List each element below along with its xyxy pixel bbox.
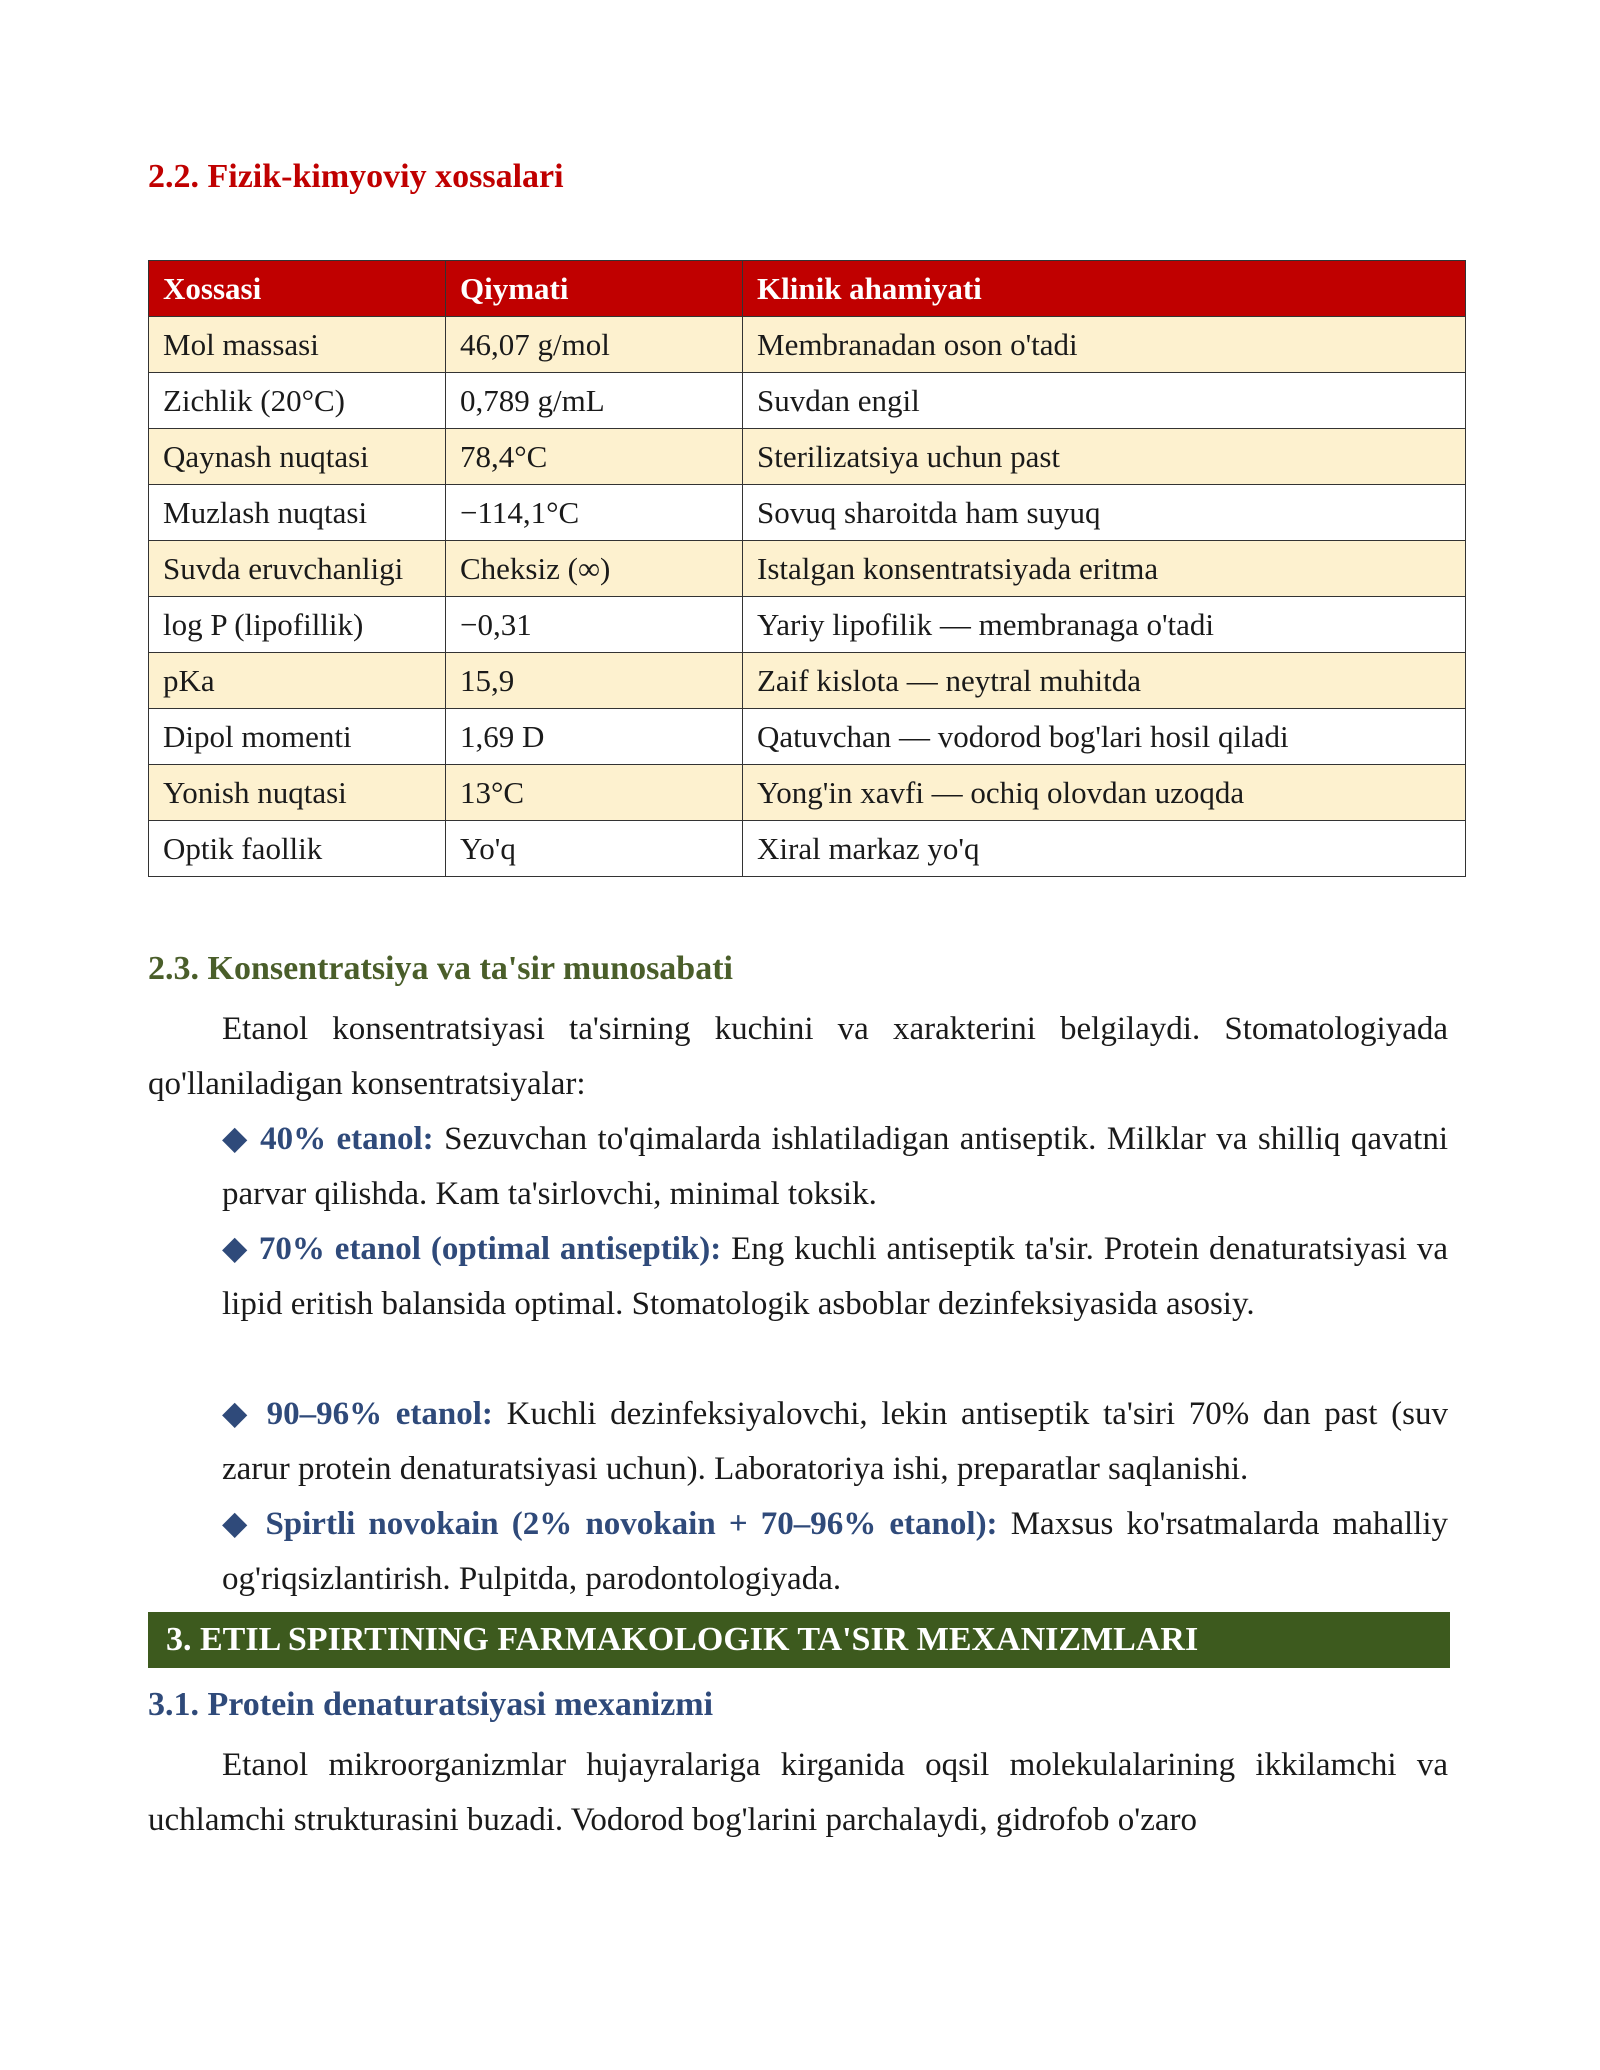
properties-table bbox=[148, 260, 1466, 877]
table-row bbox=[149, 541, 1466, 597]
chapter-3-banner: 3. ETIL SPIRTINING FARMAKOLOGIK TA'SIR MEXANIZMLARI bbox=[148, 1612, 1450, 1668]
table-cell: 13°C bbox=[446, 765, 743, 821]
table-row bbox=[149, 429, 1466, 485]
bullet-item bbox=[222, 1222, 1448, 1332]
table-cell: Muzlash nuqtasi bbox=[149, 485, 446, 541]
table-cell: Qatuvchan — vodorod bog'lari hosil qiladi bbox=[743, 709, 1466, 765]
table-cell: Mol massasi bbox=[149, 317, 446, 373]
table-header-cell: Qiymati bbox=[446, 261, 743, 317]
table-row bbox=[149, 709, 1466, 765]
bullet-text: Maxsus ko'rsatmalarda mahalliy og'riqsizlantirish. Pulpitda, parodontologiyada. bbox=[222, 1506, 1449, 1597]
bullet-label: Spirtli novokain (2% novokain + 70–96% etanol): bbox=[265, 1506, 998, 1542]
table-cell: −114,1°C bbox=[446, 485, 743, 541]
table-cell: 0,789 g/mL bbox=[446, 373, 743, 429]
table-row bbox=[149, 653, 1466, 709]
table-cell: 15,9 bbox=[446, 653, 743, 709]
table-cell: Dipol momenti bbox=[149, 709, 446, 765]
bullet-text: Kuchli dezinfeksiyalovchi, lekin antiseptik ta'siri 70% dan past (suv zarur protein denaturatsiyasi uchun). Laboratoriya ishi, preparatlar saqlanishi. bbox=[222, 1396, 1448, 1487]
section-3-1-title: 3.1. Protein denaturatsiyasi mexanizmi bbox=[148, 1686, 714, 1723]
table-cell: Optik faollik bbox=[149, 821, 446, 877]
table-cell: Istalgan konsentratsiyada eritma bbox=[743, 541, 1466, 597]
table-row bbox=[149, 597, 1466, 653]
bullet-text: Eng kuchli antiseptik ta'sir. Protein denaturatsiyasi va lipid eritish balansida optimal. Stomatologik asboblar dezinfeksiyasida asosiy. bbox=[222, 1231, 1448, 1322]
table-cell: Cheksiz (∞) bbox=[446, 541, 743, 597]
table-cell: log P (lipofillik) bbox=[149, 597, 446, 653]
intro-paragraph: Etanol konsentratsiyasi ta'sirning kuchini va xarakterini belgilaydi. Stomatologiyada qo'llaniladigan konsentratsiyalar: bbox=[148, 1011, 1448, 1102]
diamond-bullet-icon: ◆ bbox=[222, 1506, 253, 1542]
table-cell: Suvdan engil bbox=[743, 373, 1466, 429]
table-header-row bbox=[149, 261, 1466, 317]
table-cell: Xiral markaz yo'q bbox=[743, 821, 1466, 877]
table-cell: Yong'in xavfi — ochiq olovdan uzoqda bbox=[743, 765, 1466, 821]
table-cell: Sovuq sharoitda ham suyuq bbox=[743, 485, 1466, 541]
table-cell: pKa bbox=[149, 653, 446, 709]
section-2-2-title: 2.2. Fizik-kimyoviy xossalari bbox=[148, 158, 564, 195]
bullet-label: 70% etanol (optimal antiseptik): bbox=[258, 1231, 722, 1267]
table-header-cell: Klinik ahamiyati bbox=[743, 261, 1466, 317]
bullet-item bbox=[222, 1387, 1448, 1497]
table-cell: Zaif kislota — neytral muhitda bbox=[743, 653, 1466, 709]
table-cell: Yonish nuqtasi bbox=[149, 765, 446, 821]
table-cell: −0,31 bbox=[446, 597, 743, 653]
bullet-item bbox=[222, 1497, 1448, 1607]
diamond-bullet-icon: ◆ bbox=[222, 1121, 250, 1157]
table-row bbox=[149, 373, 1466, 429]
table-row bbox=[149, 765, 1466, 821]
bullet-text: Sezuvchan to'qimalarda ishlatiladigan antiseptik. Milklar va shilliq qavatni parvar qilishda. Kam ta'sirlovchi, minimal toksik. bbox=[222, 1121, 1448, 1212]
table-cell: Yo'q bbox=[446, 821, 743, 877]
table-cell: 78,4°C bbox=[446, 429, 743, 485]
table-cell: Qaynash nuqtasi bbox=[149, 429, 446, 485]
table-cell: 46,07 g/mol bbox=[446, 317, 743, 373]
table-cell: Membranadan oson o'tadi bbox=[743, 317, 1466, 373]
bullet-label: 40% etanol: bbox=[260, 1121, 434, 1157]
table-cell: Zichlik (20°C) bbox=[149, 373, 446, 429]
table-row bbox=[149, 317, 1466, 373]
diamond-bullet-icon: ◆ bbox=[222, 1396, 253, 1432]
body-paragraph: Etanol mikroorganizmlar hujayralariga kirganida oqsil molekulalarining ikkilamchi va uchlamchi strukturasini buzadi. Vodorod bog'larini parchalaydi, gidrofob o'zaro bbox=[148, 1747, 1448, 1838]
section-2-3-title: 2.3. Konsentratsiya va ta'sir munosabati bbox=[148, 950, 733, 987]
bullet-item bbox=[222, 1112, 1448, 1222]
diamond-bullet-icon: ◆ bbox=[222, 1231, 250, 1267]
table-row bbox=[149, 821, 1466, 877]
table-cell: Yariy lipofilik — membranaga o'tadi bbox=[743, 597, 1466, 653]
table-cell: Suvda eruvchanligi bbox=[149, 541, 446, 597]
bullet-label: 90–96% etanol: bbox=[266, 1396, 493, 1432]
table-cell: 1,69 D bbox=[446, 709, 743, 765]
table-header-cell: Xossasi bbox=[149, 261, 446, 317]
table-row bbox=[149, 485, 1466, 541]
table-cell: Sterilizatsiya uchun past bbox=[743, 429, 1466, 485]
